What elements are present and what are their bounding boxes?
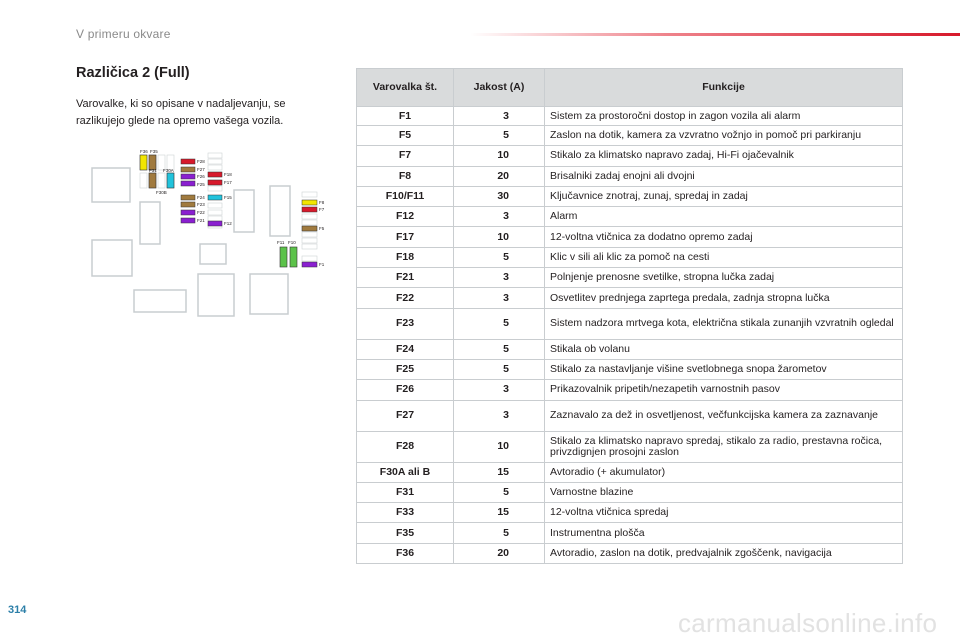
amperage-cell: 5: [454, 523, 545, 543]
fuse-table: [356, 68, 903, 564]
table-row: [357, 268, 903, 288]
diagram-label: F5: [319, 226, 325, 231]
table-row: [357, 400, 903, 431]
function-cell: Avtoradio, zaslon na dotik, predvajalnik zgoščenk, navigacija: [545, 543, 903, 563]
header-accent-bar: [470, 33, 960, 36]
function-cell: Stikalo za klimatsko napravo zadaj, Hi-Fi ojačevalnik: [545, 146, 903, 166]
table-row: [357, 146, 903, 166]
fuse-slot: [302, 232, 317, 237]
diagram-label: F25: [197, 182, 205, 187]
fuse-number-cell: F33: [357, 503, 454, 523]
fuse-number-cell: F35: [357, 523, 454, 543]
fuse-f23: [181, 202, 195, 207]
fuse-f24: [181, 195, 195, 200]
relay-block: [200, 244, 226, 264]
fuse-f12: [208, 221, 222, 226]
fuse-number-cell: F23: [357, 308, 454, 339]
relay-block: [140, 202, 160, 244]
fuse-number-cell: F10/F11: [357, 186, 454, 206]
relay-block: [92, 240, 132, 276]
fuse-slot: [302, 220, 317, 225]
table-row: [357, 227, 903, 247]
amperage-cell: 5: [454, 482, 545, 502]
diagram-label: F8: [319, 200, 325, 205]
function-cell: Alarm: [545, 207, 903, 227]
fuse-f7: [302, 207, 317, 212]
diagram-label: F15: [224, 195, 232, 200]
fuse-f15: [208, 195, 222, 200]
fuse-f17: [208, 180, 222, 185]
fuse-slot: [302, 244, 317, 249]
table-row: [357, 482, 903, 502]
diagram-label: F36: [140, 149, 148, 154]
table-row: [357, 523, 903, 543]
fuse-f26: [181, 174, 195, 179]
fuse-slot: [208, 186, 222, 191]
amperage-cell: 10: [454, 146, 545, 166]
fuse-box-diagram: [88, 146, 328, 326]
fuse-number-cell: F22: [357, 288, 454, 308]
function-cell: Polnjenje prenosne svetilke, stropna lučka zadaj: [545, 268, 903, 288]
relay-block: [134, 290, 186, 312]
function-cell: Varnostne blazine: [545, 482, 903, 502]
amperage-cell: 3: [454, 268, 545, 288]
diagram-label: F22: [197, 210, 205, 215]
table-row: [357, 166, 903, 186]
diagram-label: F7: [319, 207, 325, 212]
table-row: [357, 380, 903, 400]
table-row: [357, 288, 903, 308]
amperage-cell: 3: [454, 288, 545, 308]
diagram-label: F28: [197, 159, 205, 164]
table-header-row: [357, 69, 903, 107]
amperage-cell: 5: [454, 126, 545, 146]
fuse-f21: [181, 218, 195, 223]
table-row: [357, 503, 903, 523]
fuse-slot: [208, 216, 222, 221]
page-number: 314: [8, 604, 27, 616]
amperage-cell: 5: [454, 339, 545, 359]
function-cell: 12-voltna vtičnica za dodatno opremo zadaj: [545, 227, 903, 247]
relay-block: [198, 274, 234, 316]
amperage-cell: 10: [454, 431, 545, 462]
table-row: [357, 431, 903, 462]
table-row: [357, 247, 903, 267]
table-row: [357, 462, 903, 482]
relay-block: [92, 168, 130, 202]
fuse-slot: [208, 159, 222, 164]
fuse-slot: [140, 173, 147, 188]
table-row: [357, 207, 903, 227]
diagram-label: F10: [288, 240, 296, 245]
fuse-table-body: [357, 107, 903, 564]
diagram-label: F21: [197, 218, 205, 223]
amperage-cell: 3: [454, 107, 545, 126]
diagram-label: F27: [197, 167, 205, 172]
function-cell: Osvetlitev prednjega zaprtega predala, zadnja stropna lučka: [545, 288, 903, 308]
diagram-label: F30A: [163, 168, 174, 173]
page-header-title: V primeru okvare: [76, 27, 171, 41]
function-cell: Stikalo za klimatsko napravo spredaj, stikalo za radio, prestavna ročica, privzdignjen prosojni zaslon: [545, 431, 903, 462]
function-cell: Stikalo za nastavljanje višine svetlobnega snopa žarometov: [545, 359, 903, 379]
fuse-slot: [208, 210, 222, 215]
fuse-number-cell: F1: [357, 107, 454, 126]
amperage-cell: 5: [454, 308, 545, 339]
relay-block: [234, 190, 254, 232]
table-row: [357, 107, 903, 126]
fuse-f36: [140, 155, 147, 170]
fuse-number-cell: F31: [357, 482, 454, 502]
amperage-cell: 3: [454, 207, 545, 227]
watermark: carmanualsonline.info: [678, 608, 938, 638]
diagram-label: F31: [149, 168, 157, 173]
diagram-label: F11: [277, 240, 285, 245]
amperage-cell: 3: [454, 380, 545, 400]
fuse-slot: [158, 173, 165, 188]
function-cell: Brisalniki zadaj enojni ali dvojni: [545, 166, 903, 186]
function-cell: Ključavnice znotraj, zunaj, spredaj in zadaj: [545, 186, 903, 206]
header-fuse-number: Varovalka št.: [357, 69, 454, 107]
fuse-f28: [181, 159, 195, 164]
fuse-f5: [302, 226, 317, 231]
amperage-cell: 30: [454, 186, 545, 206]
amperage-cell: 20: [454, 166, 545, 186]
table-row: [357, 359, 903, 379]
fuse-f18: [208, 172, 222, 177]
fuse-f25: [181, 181, 195, 186]
fuse-number-cell: F12: [357, 207, 454, 227]
fuse-number-cell: F17: [357, 227, 454, 247]
diagram-label: F12: [224, 221, 232, 226]
fuse-f10: [290, 247, 297, 267]
fuse-slot: [208, 203, 222, 208]
function-cell: Avtoradio (+ akumulator): [545, 462, 903, 482]
function-cell: Prikazovalnik pripetih/nezapetih varnostnih pasov: [545, 380, 903, 400]
fuse-slot: [302, 256, 317, 261]
function-cell: Klic v sili ali klic za pomoč na cesti: [545, 247, 903, 267]
fuse-number-cell: F28: [357, 431, 454, 462]
function-cell: Sistem za prostoročni dostop in zagon vozila ali alarm: [545, 107, 903, 126]
table-row: [357, 186, 903, 206]
function-cell: Instrumentna plošča: [545, 523, 903, 543]
diagram-label: F26: [197, 174, 205, 179]
diagram-label: F24: [197, 195, 205, 200]
diagram-label: F30B: [156, 190, 167, 195]
header-functions: Funkcije: [545, 69, 903, 107]
fuse-number-cell: F26: [357, 380, 454, 400]
relay-block: [250, 274, 288, 314]
table-row: [357, 339, 903, 359]
fuse-number-cell: F18: [357, 247, 454, 267]
fuse-number-cell: F25: [357, 359, 454, 379]
diagram-label: F1: [319, 262, 325, 267]
fuse-number-cell: F24: [357, 339, 454, 359]
section-title: Različica 2 (Full): [76, 65, 190, 81]
amperage-cell: 15: [454, 503, 545, 523]
amperage-cell: 5: [454, 359, 545, 379]
amperage-cell: 5: [454, 247, 545, 267]
diagram-label: F35: [150, 149, 158, 154]
amperage-cell: 10: [454, 227, 545, 247]
fuse-slot: [302, 192, 317, 197]
header-amperage: Jakost (A): [454, 69, 545, 107]
fuse-number-cell: F21: [357, 268, 454, 288]
fuse-number-cell: F5: [357, 126, 454, 146]
fuse-number-cell: F8: [357, 166, 454, 186]
fuse-slot: [302, 214, 317, 219]
fuse-number-cell: F30A ali B: [357, 462, 454, 482]
diagram-label: F18: [224, 172, 232, 177]
diagram-label: F23: [197, 202, 205, 207]
relay-block: [270, 186, 290, 236]
fuse-number-cell: F7: [357, 146, 454, 166]
fuse-f11: [280, 247, 287, 267]
table-row: [357, 126, 903, 146]
fuse-f27: [181, 167, 195, 172]
amperage-cell: 20: [454, 543, 545, 563]
diagram-label: F17: [224, 180, 232, 185]
amperage-cell: 3: [454, 400, 545, 431]
function-cell: 12-voltna vtičnica spredaj: [545, 503, 903, 523]
fuse-f1: [302, 262, 317, 267]
function-cell: Sistem nadzora mrtvega kota, električna stikala zunanjih vzvratnih ogledal: [545, 308, 903, 339]
fuse-slot: [208, 165, 222, 170]
fuse-f8: [302, 200, 317, 205]
fuse-slot: [302, 238, 317, 243]
section-description: Varovalke, ki so opisane v nadaljevanju, se razlikujejo glede na opremo vašega vozila.: [76, 98, 286, 127]
fuse-slot: [208, 153, 222, 158]
fuse-number-cell: F36: [357, 543, 454, 563]
fuse-f22: [181, 210, 195, 215]
amperage-cell: 15: [454, 462, 545, 482]
fuse-f31: [149, 173, 156, 188]
fuse-number-cell: F27: [357, 400, 454, 431]
function-cell: Zaznavalo za dež in osvetljenost, večfunkcijska kamera za zaznavanje: [545, 400, 903, 431]
table-row: [357, 308, 903, 339]
function-cell: Zaslon na dotik, kamera za vzvratno vožnjo in pomoč pri parkiranju: [545, 126, 903, 146]
fuse-f30a: [167, 173, 174, 188]
function-cell: Stikala ob volanu: [545, 339, 903, 359]
table-row: [357, 543, 903, 563]
